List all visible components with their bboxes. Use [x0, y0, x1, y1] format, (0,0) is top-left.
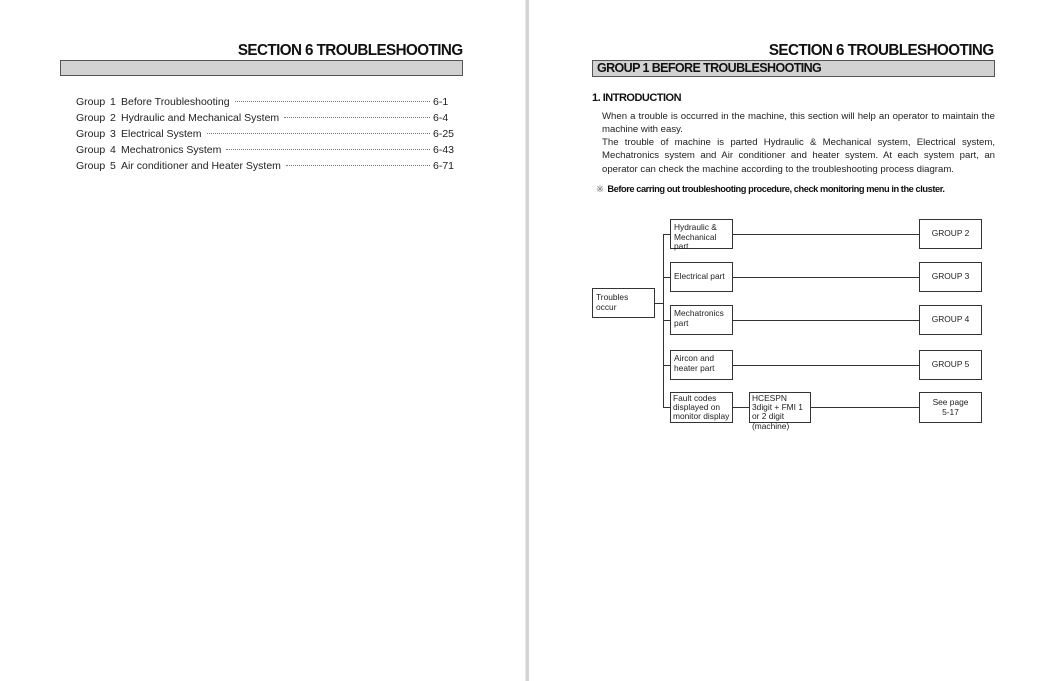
connector-line	[655, 303, 663, 304]
toc-group-label: Group	[76, 96, 106, 108]
toc-title: Mechatronics System	[121, 144, 222, 156]
toc-title: Before Troubleshooting	[121, 96, 230, 108]
introduction-heading: 1. INTRODUCTION	[592, 92, 682, 104]
toc-leader-dots	[207, 133, 430, 134]
toc-group-number: 3	[110, 128, 116, 140]
toc-group-label: Group	[76, 128, 106, 140]
connector-line	[733, 234, 919, 235]
toc-leader-dots	[284, 117, 430, 118]
connector-line	[663, 277, 670, 278]
group-title: GROUP 1 BEFORE TROUBLESHOOTING	[597, 61, 822, 75]
toc-row[interactable]	[76, 158, 459, 174]
toc-group-number: 4	[110, 144, 116, 156]
toc-leader-dots	[235, 101, 430, 102]
toc-title: Air conditioner and Heater System	[121, 160, 281, 172]
toc-title: Hydraulic and Mechanical System	[121, 112, 280, 124]
note-mark-icon: ※	[596, 184, 604, 194]
toc-title: Electrical System	[121, 128, 202, 140]
root-box: Troubles occur	[592, 288, 655, 318]
toc-leader-dots	[286, 165, 430, 166]
toc-row[interactable]	[76, 94, 459, 110]
toc-row[interactable]	[76, 110, 459, 126]
toc-page: 6-43	[433, 144, 455, 156]
connector-line	[663, 320, 670, 321]
target-box-group-5: GROUP 5	[919, 350, 982, 380]
target-box-group-2: GROUP 2	[919, 219, 982, 249]
left-page	[0, 0, 525, 681]
section-bar	[60, 60, 463, 76]
toc-group-label: Group	[76, 112, 106, 124]
toc-group-number: 5	[110, 160, 116, 172]
connector-line	[733, 277, 919, 278]
table-of-contents	[76, 94, 459, 174]
section-title: SECTION 6 TROUBLESHOOTING	[769, 42, 994, 59]
toc-row[interactable]	[76, 126, 459, 142]
target-box-group-4: GROUP 4	[919, 305, 982, 335]
toc-group-number: 1	[110, 96, 116, 108]
part-box-fault-codes: Fault codes displayed on monitor display	[670, 392, 733, 423]
group-title-bar	[592, 60, 995, 77]
toc-page: 6-1	[433, 96, 449, 108]
intro-paragraph-1: When a trouble is occurred in the machine, this section will help an operator to maintain the machine with easy.	[602, 111, 995, 136]
fault-detail-box: HCESPN 3digit + FMI 1 or 2 digit (machine)	[749, 392, 811, 423]
toc-group-number: 2	[110, 112, 116, 124]
toc-page: 6-71	[433, 160, 455, 172]
target-box-see-page: See page 5-17	[919, 392, 982, 423]
intro-paragraph-2: The trouble of machine is parted Hydraulic & Mechanical system, Electrical system, Mechatronics system and Air conditioner and heater system. At each system part, an operator can check the machine according to the troubleshooting process diagram.	[602, 137, 995, 175]
connector-line	[663, 407, 670, 408]
toc-page: 6-4	[433, 112, 449, 124]
toc-group-label: Group	[76, 144, 106, 156]
connector-line	[663, 234, 670, 235]
toc-leader-dots	[226, 149, 430, 150]
connector-line	[733, 365, 919, 366]
connector-line	[811, 407, 919, 408]
part-box-mechatronics: Mechatronics part	[670, 305, 733, 335]
connector-line	[663, 365, 670, 366]
connector-line	[733, 407, 749, 408]
toc-group-label: Group	[76, 160, 106, 172]
connector-trunk	[663, 234, 664, 408]
part-box-aircon: Aircon and heater part	[670, 350, 733, 380]
section-title: SECTION 6 TROUBLESHOOTING	[238, 42, 463, 59]
toc-row[interactable]	[76, 142, 459, 158]
note-text: Before carring out troubleshooting procedure, check monitoring menu in the cluster.	[607, 184, 945, 194]
target-box-group-3: GROUP 3	[919, 262, 982, 292]
part-box-hydraulic: Hydraulic & Mechanical part	[670, 219, 733, 249]
part-box-electrical: Electrical part	[670, 262, 733, 292]
note	[596, 184, 945, 195]
connector-line	[733, 320, 919, 321]
toc-page: 6-25	[433, 128, 455, 140]
